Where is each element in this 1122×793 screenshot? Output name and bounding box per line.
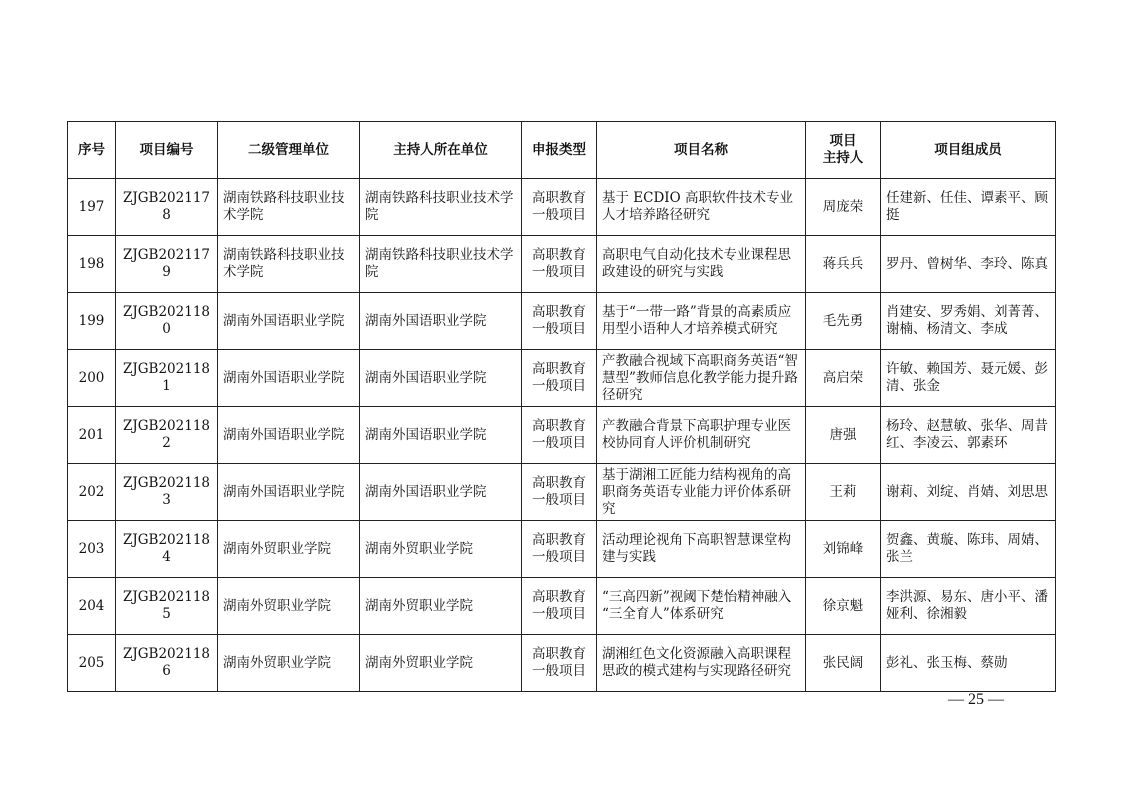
cell-seq: 204: [68, 578, 116, 635]
cell-code: ZJGB2021181: [116, 350, 218, 407]
cell-code: ZJGB2021180: [116, 293, 218, 350]
cell-name: 产教融合视域下高职商务英语“智慧型”教师信息化教学能力提升路径研究: [597, 350, 806, 407]
header-name: 项目名称: [597, 122, 806, 179]
header-host-unit: 主持人所在单位: [360, 122, 522, 179]
cell-host-unit: 湖南外国语职业学院: [360, 293, 522, 350]
cell-host-unit: 湖南外贸职业学院: [360, 578, 522, 635]
cell-seq: 205: [68, 635, 116, 692]
cell-code: ZJGB2021185: [116, 578, 218, 635]
header-host-line1: 项目: [829, 133, 857, 149]
cell-name: 活动理论视角下高职智慧课堂构建与实践: [597, 521, 806, 578]
cell-seq: 197: [68, 179, 116, 236]
cell-name: 基于 ECDIO 高职软件技术专业人才培养路径研究: [597, 179, 806, 236]
cell-host-unit: 湖南外贸职业学院: [360, 521, 522, 578]
cell-host-unit: 湖南外国语职业学院: [360, 350, 522, 407]
table-row: [68, 236, 1056, 293]
cell-host-unit: 湖南外国语职业学院: [360, 407, 522, 464]
cell-members: 罗丹、曾树华、李玲、陈真: [881, 236, 1056, 293]
cell-code: ZJGB2021183: [116, 464, 218, 521]
cell-code: ZJGB2021182: [116, 407, 218, 464]
cell-type: 高职教育一般项目: [522, 407, 597, 464]
cell-host-unit: 湖南外贸职业学院: [360, 635, 522, 692]
cell-seq: 200: [68, 350, 116, 407]
cell-host: 王莉: [806, 464, 881, 521]
cell-host: 高启荣: [806, 350, 881, 407]
cell-name: 高职电气自动化技术专业课程思政建设的研究与实践: [597, 236, 806, 293]
cell-type: 高职教育一般项目: [522, 293, 597, 350]
cell-unit: 湖南外贸职业学院: [218, 521, 360, 578]
cell-code: ZJGB2021184: [116, 521, 218, 578]
cell-name: “三高四新”视阈下楚怡精神融入 “三全育人”体系研究: [597, 578, 806, 635]
cell-members: 贺鑫、黄璇、陈玮、周婧、张兰: [881, 521, 1056, 578]
cell-unit: 湖南铁路科技职业技术学院: [218, 236, 360, 293]
header-unit: 二级管理单位: [218, 122, 360, 179]
table-row: [68, 578, 1056, 635]
cell-host: 周庞荣: [806, 179, 881, 236]
cell-host-unit: 湖南外国语职业学院: [360, 464, 522, 521]
cell-unit: 湖南铁路科技职业技术学院: [218, 179, 360, 236]
cell-type: 高职教育一般项目: [522, 464, 597, 521]
cell-members: 彭礼、张玉梅、蔡勋: [881, 635, 1056, 692]
cell-name: 基于“一带一路”背景的高素质应用型小语种人才培养模式研究: [597, 293, 806, 350]
cell-code: ZJGB2021179: [116, 236, 218, 293]
table-row: [68, 350, 1056, 407]
cell-host: 徐京魁: [806, 578, 881, 635]
cell-seq: 201: [68, 407, 116, 464]
cell-members: 杨玲、赵慧敏、张华、周昔红、李凌云、郭素环: [881, 407, 1056, 464]
cell-unit: 湖南外国语职业学院: [218, 407, 360, 464]
cell-seq: 202: [68, 464, 116, 521]
cell-unit: 湖南外贸职业学院: [218, 635, 360, 692]
project-table: [67, 121, 1056, 692]
cell-code: ZJGB2021178: [116, 179, 218, 236]
cell-unit: 湖南外国语职业学院: [218, 293, 360, 350]
header-type: 申报类型: [522, 122, 597, 179]
cell-members: 肖建安、罗秀娟、刘菁菁、谢楠、杨清文、李成: [881, 293, 1056, 350]
header-host-line2: 主持人: [822, 150, 864, 166]
header-host: [806, 122, 881, 179]
cell-host-unit: 湖南铁路科技职业技术学院: [360, 179, 522, 236]
table-row: [68, 635, 1056, 692]
cell-type: 高职教育一般项目: [522, 350, 597, 407]
cell-unit: 湖南外国语职业学院: [218, 350, 360, 407]
table-row: [68, 407, 1056, 464]
cell-type: 高职教育一般项目: [522, 179, 597, 236]
cell-host: 蒋兵兵: [806, 236, 881, 293]
cell-name: 产教融合背景下高职护理专业医校协同育人评价机制研究: [597, 407, 806, 464]
cell-type: 高职教育一般项目: [522, 236, 597, 293]
cell-type: 高职教育一般项目: [522, 578, 597, 635]
cell-unit: 湖南外国语职业学院: [218, 464, 360, 521]
cell-host: 张民阔: [806, 635, 881, 692]
cell-host: 刘锦峰: [806, 521, 881, 578]
header-members: 项目组成员: [881, 122, 1056, 179]
cell-seq: 203: [68, 521, 116, 578]
cell-seq: 199: [68, 293, 116, 350]
cell-code: ZJGB2021186: [116, 635, 218, 692]
table-row: [68, 293, 1056, 350]
cell-type: 高职教育一般项目: [522, 635, 597, 692]
table-row: [68, 521, 1056, 578]
cell-name: 湖湘红色文化资源融入高职课程思政的模式建构与实现路径研究: [597, 635, 806, 692]
cell-members: 任建新、任佳、谭素平、顾挺: [881, 179, 1056, 236]
table-header-row: [68, 122, 1056, 179]
cell-name: 基于湖湘工匠能力结构视角的高职商务英语专业能力评价体系研究: [597, 464, 806, 521]
table-row: [68, 464, 1056, 521]
cell-seq: 198: [68, 236, 116, 293]
cell-members: 谢莉、刘绽、肖婧、刘思思: [881, 464, 1056, 521]
cell-members: 许敏、赖国芳、聂元媛、彭清、张金: [881, 350, 1056, 407]
cell-unit: 湖南外贸职业学院: [218, 578, 360, 635]
header-seq: 序号: [68, 122, 116, 179]
cell-host-unit: 湖南铁路科技职业技术学院: [360, 236, 522, 293]
cell-host: 毛先勇: [806, 293, 881, 350]
header-code: 项目编号: [116, 122, 218, 179]
cell-type: 高职教育一般项目: [522, 521, 597, 578]
table-row: [68, 179, 1056, 236]
cell-host: 唐强: [806, 407, 881, 464]
page-number: — 25 —: [948, 691, 1004, 708]
cell-members: 李洪源、易东、唐小平、潘娅利、徐湘毅: [881, 578, 1056, 635]
